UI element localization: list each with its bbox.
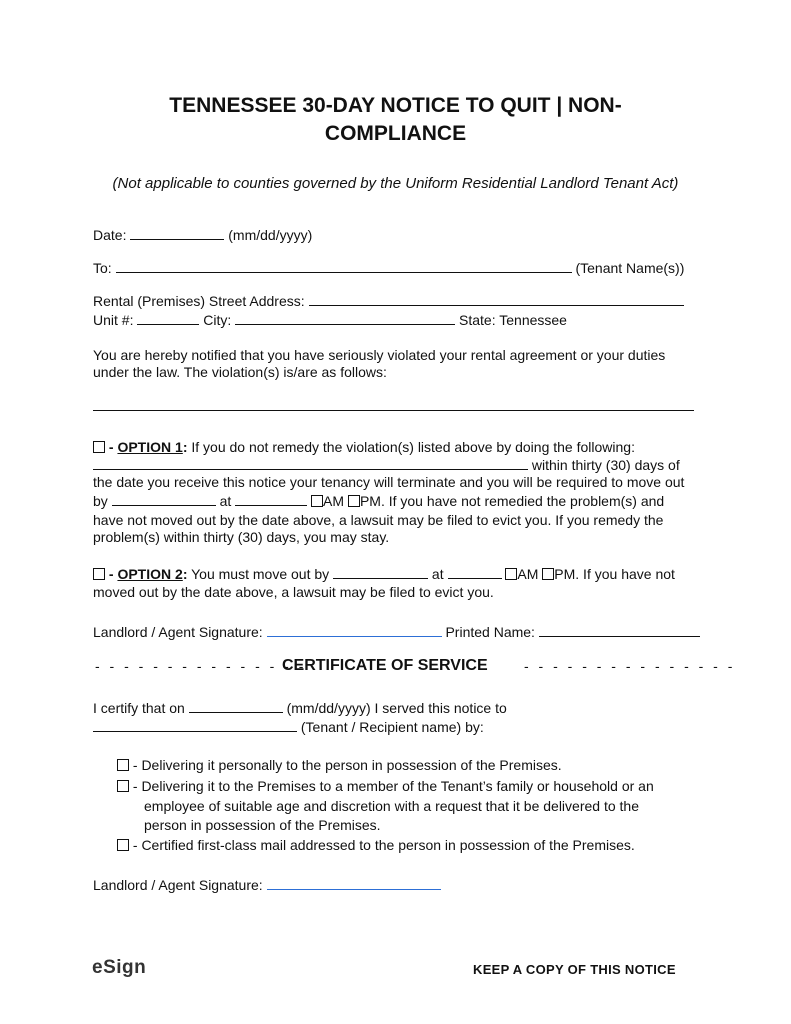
option2-am-checkbox[interactable]: [505, 568, 517, 580]
option2-pm-checkbox[interactable]: [542, 568, 554, 580]
certify-format: (mm/dd/yyyy) I served this notice to: [286, 700, 507, 716]
notice-line2: under the law. The violation(s) is/are as follows:: [93, 364, 387, 380]
option1-row4: [93, 492, 664, 510]
landlord-signature-label2: Landlord / Agent Signature:: [93, 877, 263, 893]
landlord-signature-label: Landlord / Agent Signature:: [93, 624, 263, 640]
landlord-signature-row: [93, 623, 700, 641]
certify-row2: [93, 718, 484, 736]
date-label: Date:: [93, 227, 127, 243]
option2-label: OPTION 2: [117, 566, 183, 582]
option1-time-field[interactable]: [235, 492, 307, 506]
certify-row1: [93, 699, 507, 717]
option2-at: at: [431, 566, 444, 582]
method-premises-cont2: person in possession of the Premises.: [144, 817, 381, 833]
notice-line1: You are hereby notified that you have seriously violated your rental agreement or your duties: [93, 347, 666, 363]
option2-text1: You must move out by: [191, 566, 330, 582]
option2-dash: -: [108, 566, 114, 582]
option2-checkbox[interactable]: [93, 568, 105, 580]
subtitle: (Not applicable to counties governed by the Uniform Residential Landlord Tenant Act): [112, 175, 679, 192]
unit-city-row: [93, 311, 567, 329]
street-address-field[interactable]: [309, 292, 684, 306]
unit-field[interactable]: [137, 311, 199, 325]
method-personal-label: - Delivering it personally to the person in possession of the Premises.: [132, 757, 562, 773]
esign-logo: eSign: [92, 957, 147, 978]
method-premises: [117, 777, 654, 795]
option1-text3: the date you receive this notice your tenancy will terminate and you will be required to move out: [93, 474, 685, 490]
landlord-signature-row2: [93, 876, 441, 894]
certify-text1: I certify that on: [93, 700, 185, 716]
method-premises-label: - Delivering it to the Premises to a member of the Tenant’s family or household or an: [132, 778, 654, 794]
printed-name-field[interactable]: [539, 623, 700, 637]
method-personal: [117, 756, 562, 774]
document-title-line2: COMPLIANCE: [324, 122, 467, 145]
printed-name-label: Printed Name:: [445, 624, 535, 640]
remedy-field[interactable]: [93, 456, 528, 470]
method-personal-checkbox[interactable]: [117, 759, 129, 771]
method-mail: [117, 836, 635, 854]
city-label: City:: [203, 312, 232, 328]
option1-label: OPTION 1: [117, 439, 183, 455]
landlord-signature-field2[interactable]: [267, 876, 441, 890]
method-mail-label: - Certified first-class mail addressed to the person in possession of the Premises.: [132, 837, 635, 853]
date-row: [93, 226, 312, 244]
method-premises-checkbox[interactable]: [117, 780, 129, 792]
option1-by: by: [93, 493, 108, 509]
cert-dashes-left: - - - - - - - - - - - - - - -: [95, 658, 307, 674]
unit-label: Unit #:: [93, 312, 134, 328]
option2-pm-label: PM. If you have not: [554, 566, 675, 582]
cert-title: CERTIFICATE OF SERVICE: [282, 657, 488, 674]
option2-row1: [93, 565, 675, 583]
street-row: [93, 292, 684, 310]
landlord-signature-field[interactable]: [267, 623, 442, 637]
option2-date-field[interactable]: [333, 565, 428, 579]
keep-copy-notice: KEEP A COPY OF THIS NOTICE: [473, 962, 676, 977]
option1-row2: [93, 456, 680, 474]
option2-text2: moved out by the date above, a lawsuit may be filed to evict you.: [93, 584, 494, 600]
option1-date-field[interactable]: [112, 492, 216, 506]
state-label: State: Tennessee: [459, 312, 567, 328]
document-title-line1: TENNESSEE 30-DAY NOTICE TO QUIT | NON-: [169, 94, 622, 117]
to-label: To:: [93, 260, 112, 276]
cert-dashes-right: - - - - - - - - - - - - - - -: [524, 658, 736, 674]
method-premises-cont1: employee of suitable age and discretion with a request that it be delivered to the: [144, 798, 639, 814]
option1-row1: [93, 438, 635, 456]
option1-text2: within thirty (30) days of: [531, 457, 680, 473]
option2-colon: :: [182, 566, 188, 582]
date-format: (mm/dd/yyyy): [228, 227, 313, 243]
option1-text1: If you do not remedy the violation(s) listed above by doing the following:: [191, 439, 635, 455]
option2-am-label: AM: [517, 566, 539, 582]
option1-colon: :: [182, 439, 188, 455]
recipient-name-field[interactable]: [93, 718, 297, 732]
date-field[interactable]: [130, 226, 224, 240]
tenant-names-label: (Tenant Name(s)): [575, 260, 685, 276]
method-mail-checkbox[interactable]: [117, 839, 129, 851]
street-label: Rental (Premises) Street Address:: [93, 293, 305, 309]
option1-at: at: [219, 493, 232, 509]
option1-dash: -: [108, 439, 114, 455]
option1-pm-checkbox[interactable]: [348, 495, 360, 507]
option1-pm-label: PM. If you have not remedied the problem(s) and: [359, 493, 665, 509]
option1-checkbox[interactable]: [93, 441, 105, 453]
service-date-field[interactable]: [189, 699, 283, 713]
tenant-names-field[interactable]: [116, 259, 572, 273]
option1-am-checkbox[interactable]: [311, 495, 323, 507]
option2-time-field[interactable]: [448, 565, 502, 579]
option1-text5: have not moved out by the date above, a lawsuit may be filed to evict you. If you remedy the: [93, 512, 664, 528]
certify-text2: (Tenant / Recipient name) by:: [300, 719, 484, 735]
option1-text6: problem(s) within thirty (30) days, you may stay.: [93, 529, 390, 545]
option1-am-label: AM: [323, 493, 345, 509]
city-field[interactable]: [235, 311, 455, 325]
to-row: [93, 259, 684, 277]
violations-field[interactable]: [93, 410, 694, 411]
